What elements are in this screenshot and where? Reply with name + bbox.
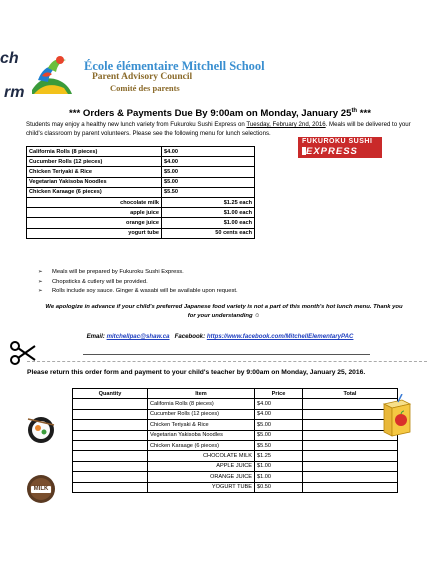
drink-price: $1.00 each xyxy=(162,218,255,228)
order-row xyxy=(73,430,398,440)
deadline-headline xyxy=(0,108,440,119)
header-total: Total xyxy=(303,389,398,399)
drink-row xyxy=(27,208,255,218)
headline-suffix: th xyxy=(351,108,358,114)
return-instructions: Please return this order form and payment to your child's teacher by 9:00am on Monday, January 25, 2016. xyxy=(27,369,366,376)
cut-line xyxy=(83,354,370,355)
order-row xyxy=(73,409,398,419)
menu-price: $4.00 xyxy=(162,157,255,167)
menu-row xyxy=(27,177,255,187)
fukuroku-logo xyxy=(298,137,382,158)
intro-part-2: . Meals will be delivered to your child's classroom by parent volunteers. Please see the following menu for lunch selections. xyxy=(26,121,411,137)
intro-date: Tuesday, February 2nd, 2016 xyxy=(246,121,326,128)
scissors-icon xyxy=(9,340,37,366)
drink-item: apple juice xyxy=(27,208,162,218)
brand-line-2: EXPRESS xyxy=(306,146,358,157)
intro-paragraph xyxy=(26,121,421,138)
order-price: $0.50 xyxy=(255,482,303,492)
order-row xyxy=(73,399,398,409)
quantity-cell[interactable] xyxy=(73,409,148,419)
quantity-cell[interactable] xyxy=(73,399,148,409)
menu-price: $5.50 xyxy=(162,187,255,197)
total-cell[interactable] xyxy=(303,472,398,482)
drink-item: orange juice xyxy=(27,218,162,228)
order-row xyxy=(73,472,398,482)
quantity-cell[interactable] xyxy=(73,430,148,440)
note-item: ➢ Rolls include soy sauce. Ginger & wasabi will be available upon request. xyxy=(38,287,238,297)
order-row xyxy=(73,440,398,450)
order-row xyxy=(73,461,398,471)
drink-row xyxy=(27,218,255,228)
drink-item: chocolate milk xyxy=(27,197,162,207)
total-cell[interactable] xyxy=(303,440,398,450)
order-item: Chicken Karaage (6 pieces) xyxy=(148,440,255,450)
menu-item: Chicken Karaage (6 pieces) xyxy=(27,187,162,197)
school-name: École élémentaire Mitchell School xyxy=(84,59,265,73)
drink-price: 50 cents each xyxy=(162,228,255,238)
headline-text: *** Orders & Payments Due By 9:00am on Monday, January 25 xyxy=(69,108,352,120)
pac-name-french: Comité des parents xyxy=(110,83,180,93)
order-price: $1.25 xyxy=(255,451,303,461)
order-item: CHOCOLATE MILK xyxy=(148,451,255,461)
apology-note xyxy=(30,303,418,321)
quantity-cell[interactable] xyxy=(73,461,148,471)
quantity-cell[interactable] xyxy=(73,482,148,492)
facebook-link[interactable]: https://www.facebook.com/MitchellElementaryPAC xyxy=(206,333,354,340)
juice-box-icon xyxy=(380,394,412,438)
quantity-cell[interactable] xyxy=(73,472,148,482)
notes-list xyxy=(38,268,238,297)
milk-label: MILK xyxy=(33,486,49,492)
total-cell[interactable] xyxy=(303,482,398,492)
header-quantity: Quantity xyxy=(73,389,148,399)
order-price: $1.00 xyxy=(255,472,303,482)
side-title-fragment-1: ch xyxy=(0,50,19,67)
drink-price: $1.25 each xyxy=(162,197,255,207)
order-price: $1.00 xyxy=(255,461,303,471)
drink-price: $1.00 each xyxy=(162,208,255,218)
note-item: ➢ Meals will be prepared by Fukuroku Sushi Express. xyxy=(38,268,238,278)
order-item: Chicken Teriyaki & Rice xyxy=(148,420,255,430)
order-item: Cucumber Rolls (12 pieces) xyxy=(148,409,255,419)
menu-item: California Rolls (8 pieces) xyxy=(27,147,162,157)
apology-line-2: for your understanding ☺ xyxy=(187,312,261,319)
order-row xyxy=(73,420,398,430)
quantity-cell[interactable] xyxy=(73,451,148,461)
order-price: $5.00 xyxy=(255,430,303,440)
menu-row xyxy=(27,187,255,197)
order-price: $5.00 xyxy=(255,420,303,430)
quantity-cell[interactable] xyxy=(73,440,148,450)
note-item: ➢ Chopsticks & cutlery will be provided. xyxy=(38,278,238,288)
order-price: $4.00 xyxy=(255,409,303,419)
brand-line-1: FUKUROKU SUSHI xyxy=(302,138,373,145)
menu-item: Chicken Teriyaki & Rice xyxy=(27,167,162,177)
order-row xyxy=(73,482,398,492)
menu-price: $4.00 xyxy=(162,147,255,157)
drink-item: yogurt tube xyxy=(27,228,162,238)
facebook-label: Facebook: xyxy=(174,333,206,340)
order-form-table xyxy=(72,388,398,493)
menu-item: Cucumber Rolls (12 pieces) xyxy=(27,157,162,167)
intro-part-1: Students may enjoy a healthy new lunch variety from Fukuroku Sushi Express on xyxy=(26,121,247,128)
email-label: Email: xyxy=(86,333,105,340)
menu-table xyxy=(26,146,255,239)
drink-row xyxy=(27,197,255,207)
order-item: ORANGE JUICE xyxy=(148,472,255,482)
order-item: APPLE JUICE xyxy=(148,461,255,471)
menu-price: $5.00 xyxy=(162,167,255,177)
apology-line-1: We apologize in advance if your child's preferred Japanese food variety is not a part of this month's hot lunch menu. Thank you xyxy=(45,304,403,310)
order-price: $4.00 xyxy=(255,399,303,409)
school-logo-icon xyxy=(28,50,74,98)
menu-row xyxy=(27,167,255,177)
cut-line-dashed xyxy=(27,361,427,362)
order-item: California Rolls (8 pieces) xyxy=(148,399,255,409)
side-title-fragment-2: rm xyxy=(4,84,25,101)
order-item: Vegetarian Yakisoba Noodles xyxy=(148,430,255,440)
header-price: Price xyxy=(255,389,303,399)
header-item: Item xyxy=(148,389,255,399)
total-cell[interactable] xyxy=(303,461,398,471)
sushi-icon xyxy=(26,415,56,445)
total-cell[interactable] xyxy=(303,451,398,461)
contact-line xyxy=(0,333,440,340)
email-link[interactable]: mitchellpac@shaw.ca xyxy=(106,333,170,340)
menu-row xyxy=(27,147,255,157)
order-price: $5.50 xyxy=(255,440,303,450)
quantity-cell[interactable] xyxy=(73,420,148,430)
order-item: YOGURT TUBE xyxy=(148,482,255,492)
menu-row xyxy=(27,157,255,167)
menu-price: $5.00 xyxy=(162,177,255,187)
menu-item: Vegetarian Yakisoba Noodles xyxy=(27,177,162,187)
order-row xyxy=(73,451,398,461)
pac-name: Parent Advisory Council xyxy=(92,72,193,82)
drink-row xyxy=(27,228,255,238)
headline-tail: *** xyxy=(357,108,371,120)
milk-icon xyxy=(26,474,56,504)
